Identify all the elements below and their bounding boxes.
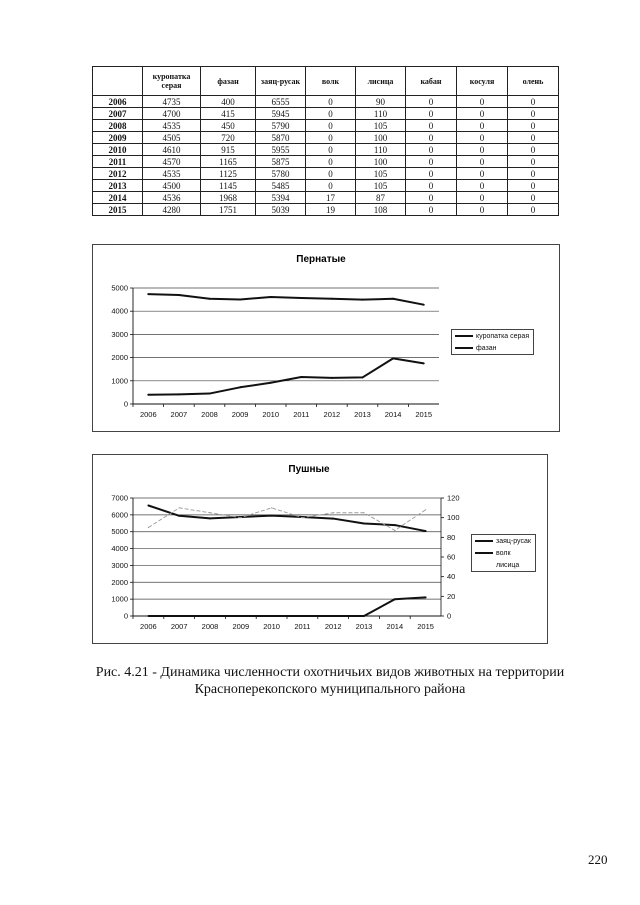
table-cell: 0: [457, 132, 508, 144]
table-cell: 0: [406, 120, 457, 132]
legend-item-wolf: [472, 547, 535, 559]
table-cell: 0: [306, 108, 356, 120]
series-0-point: [147, 505, 149, 507]
table-cell: 5870: [256, 132, 306, 144]
page-number: 220: [588, 852, 608, 867]
table-cell: 0: [457, 120, 508, 132]
legend-item-pheasant: [452, 342, 533, 354]
table-cell: 0: [508, 132, 559, 144]
table-row: [93, 204, 559, 216]
series-0-point: [423, 304, 425, 306]
y2-tick-label: 40: [447, 572, 456, 582]
series-2-point: [394, 530, 395, 531]
series-1-point: [423, 362, 425, 364]
table-cell: 100: [356, 132, 406, 144]
legend-line-icon: [475, 552, 493, 554]
chart-fur-legend: [471, 534, 536, 572]
table-year-cell: 2013: [93, 180, 143, 192]
table-cell: 0: [306, 132, 356, 144]
table-cell: 0: [406, 144, 457, 156]
table-year-cell: 2009: [93, 132, 143, 144]
legend-line-icon: [475, 540, 493, 542]
table-cell: 5875: [256, 156, 306, 168]
table-cell: 415: [201, 108, 256, 120]
table-cell: 0: [306, 180, 356, 192]
series-0-point: [332, 518, 334, 520]
x-tick-label: 2015: [417, 622, 434, 631]
series-0-point: [300, 297, 302, 299]
table-cell: 19: [306, 204, 356, 216]
table-cell: 4505: [143, 132, 201, 144]
table-header-cell: кабан: [406, 67, 457, 96]
table-cell: 0: [457, 144, 508, 156]
table-cell: 0: [406, 192, 457, 204]
table-cell: 90: [356, 96, 406, 108]
series-1-point: [209, 615, 211, 617]
chart-fur: [92, 454, 548, 644]
series-2-point: [148, 527, 149, 528]
table-cell: 4280: [143, 204, 201, 216]
table-header-cell: олень: [508, 67, 559, 96]
table-row: [93, 144, 559, 156]
series-1-point: [209, 393, 211, 395]
table-year-cell: 2014: [93, 192, 143, 204]
table-cell: 4700: [143, 108, 201, 120]
table-cell: 5790: [256, 120, 306, 132]
x-tick-label: 2014: [384, 410, 402, 419]
series-1-point: [331, 377, 333, 379]
table-header-cell: косуля: [457, 67, 508, 96]
table-cell: 105: [356, 168, 406, 180]
table-cell: 0: [306, 120, 356, 132]
x-tick-label: 2007: [170, 622, 188, 631]
table-cell: 0: [406, 108, 457, 120]
table-cell: 0: [508, 204, 559, 216]
series-0-point: [178, 294, 180, 296]
chart-birds-legend: [451, 329, 534, 355]
x-tick-label: 2012: [324, 622, 342, 631]
table-row: [93, 132, 559, 144]
legend-line-icon: [455, 335, 473, 337]
table-cell: 0: [306, 168, 356, 180]
table-cell: 87: [356, 192, 406, 204]
x-tick-label: 2013: [355, 622, 373, 631]
series-line-1: [148, 597, 425, 616]
table-cell: 4535: [143, 168, 201, 180]
table-cell: 0: [306, 156, 356, 168]
y-tick-label: 0: [123, 399, 128, 409]
y2-tick-label: 0: [447, 611, 452, 621]
table-cell: 0: [508, 108, 559, 120]
series-0-point: [425, 530, 427, 532]
series-2-point: [209, 512, 210, 513]
table-header-cell: заяц-русак: [256, 67, 306, 96]
table-year-cell: 2011: [93, 156, 143, 168]
x-tick-label: 2009: [232, 622, 250, 631]
table-year-cell: 2006: [93, 96, 143, 108]
series-line-0: [148, 506, 425, 532]
y2-tick-label: 80: [447, 532, 456, 542]
x-tick-label: 2012: [323, 410, 341, 419]
series-1-point: [147, 394, 149, 396]
y2-tick-label: 120: [447, 493, 460, 503]
table-year-cell: 2012: [93, 168, 143, 180]
y2-tick-label: 60: [447, 552, 456, 562]
table-cell: 5394: [256, 192, 306, 204]
series-0-point: [331, 298, 333, 300]
series-1-point: [240, 615, 242, 617]
series-1-point: [178, 615, 180, 617]
series-1-point: [178, 393, 180, 395]
population-table: [92, 66, 559, 216]
table-cell: 4500: [143, 180, 201, 192]
legend-label: заяц-русак: [496, 537, 531, 545]
series-0-point: [392, 298, 394, 300]
y-tick-label: 5000: [111, 527, 128, 537]
table-cell: 0: [508, 120, 559, 132]
series-line-2: [148, 508, 425, 531]
series-1-point: [301, 615, 303, 617]
y-tick-label: 7000: [111, 493, 128, 503]
chart-fur-title: Пушные: [288, 464, 330, 475]
table-cell: 400: [201, 96, 256, 108]
table-cell: 5955: [256, 144, 306, 156]
table-cell: 0: [457, 180, 508, 192]
x-tick-label: 2006: [139, 410, 157, 419]
table-cell: 0: [406, 132, 457, 144]
table-row: [93, 96, 559, 108]
y-tick-label: 3000: [111, 329, 128, 339]
table-cell: 4536: [143, 192, 201, 204]
x-tick-label: 2007: [170, 410, 188, 419]
caption-line-2: Красноперекопского муниципального района: [194, 682, 466, 697]
x-tick-label: 2010: [263, 622, 280, 631]
table-header-cell: куропатка серая: [143, 67, 201, 96]
legend-label: лисица: [496, 561, 520, 569]
series-1-point: [270, 382, 272, 384]
series-1-point: [425, 596, 427, 598]
legend-item-hare: [472, 535, 535, 547]
table-cell: 720: [201, 132, 256, 144]
legend-item-fox: [472, 559, 535, 571]
series-1-point: [271, 615, 273, 617]
table-cell: 5039: [256, 204, 306, 216]
chart-birds: [92, 244, 560, 432]
y-tick-label: 3000: [111, 560, 128, 570]
series-0-point: [239, 298, 241, 300]
series-1-point: [362, 376, 364, 378]
table-cell: 0: [406, 156, 457, 168]
x-tick-label: 2008: [201, 622, 219, 631]
table-cell: 0: [406, 180, 457, 192]
series-2-point: [179, 507, 180, 508]
y-tick-label: 6000: [111, 510, 128, 520]
table-cell: 0: [508, 96, 559, 108]
y-tick-label: 4000: [111, 306, 128, 316]
legend-item-partridge: [452, 330, 533, 342]
table-cell: 0: [457, 156, 508, 168]
x-tick-label: 2011: [294, 622, 311, 631]
series-0-point: [394, 524, 396, 526]
table-cell: 17: [306, 192, 356, 204]
table-row: [93, 168, 559, 180]
table-cell: 0: [457, 168, 508, 180]
y-tick-label: 1000: [111, 594, 128, 604]
table-cell: 4535: [143, 120, 201, 132]
y-tick-label: 5000: [111, 283, 128, 293]
table-cell: 1968: [201, 192, 256, 204]
table-cell: 0: [406, 204, 457, 216]
series-2-point: [240, 517, 241, 518]
series-line-1: [148, 358, 423, 394]
table-cell: 1751: [201, 204, 256, 216]
x-tick-label: 2015: [415, 410, 433, 419]
table-cell: 0: [457, 204, 508, 216]
caption-line-1: Рис. 4.21 - Динамика численности охотничьих видов животных на территории: [95, 665, 565, 680]
table-header-cell: фазан: [201, 67, 256, 96]
table-cell: 0: [508, 180, 559, 192]
table-cell: 108: [356, 204, 406, 216]
series-1-point: [239, 386, 241, 388]
series-1-point: [394, 598, 396, 600]
series-1-point: [300, 376, 302, 378]
table-cell: 100: [356, 156, 406, 168]
x-tick-label: 2009: [231, 410, 249, 419]
table-row: [93, 192, 559, 204]
table-cell: 0: [457, 108, 508, 120]
y-tick-label: 2000: [111, 577, 128, 587]
table-cell: 110: [356, 144, 406, 156]
figure-caption: [60, 664, 600, 698]
table-header-cell: волк: [306, 67, 356, 96]
series-line-0: [148, 294, 423, 305]
y-tick-label: 0: [123, 611, 128, 621]
table-cell: 0: [508, 144, 559, 156]
table-cell: 0: [508, 156, 559, 168]
series-1-point: [363, 615, 365, 617]
x-tick-label: 2010: [262, 410, 280, 419]
chart-birds-title: Пернатые: [296, 254, 346, 265]
table-cell: 105: [356, 120, 406, 132]
table-cell: 4735: [143, 96, 201, 108]
x-tick-label: 2014: [386, 622, 404, 631]
table-cell: 4570: [143, 156, 201, 168]
series-1-point: [392, 357, 394, 359]
table-year-cell: 2015: [93, 204, 143, 216]
series-0-point: [363, 523, 365, 525]
table-cell: 110: [356, 108, 406, 120]
series-1-point: [147, 615, 149, 617]
x-tick-label: 2013: [354, 410, 371, 419]
series-0-point: [270, 296, 272, 298]
table-year-cell: 2010: [93, 144, 143, 156]
legend-label: волк: [496, 549, 511, 557]
series-0-point: [362, 299, 364, 301]
x-tick-label: 2008: [201, 410, 218, 419]
table-cell: 0: [457, 192, 508, 204]
series-0-point: [209, 298, 211, 300]
y-tick-label: 4000: [111, 544, 128, 554]
y2-tick-label: 20: [447, 591, 456, 601]
series-2-point: [271, 507, 272, 508]
series-2-point: [302, 517, 303, 518]
table-cell: 0: [406, 168, 457, 180]
series-0-point: [271, 515, 273, 517]
table-cell: 5485: [256, 180, 306, 192]
legend-line-icon: [475, 565, 493, 566]
table-row: [93, 156, 559, 168]
x-tick-label: 2006: [140, 622, 157, 631]
series-0-point: [209, 517, 211, 519]
legend-label: фазан: [476, 344, 497, 352]
table-cell: 0: [508, 168, 559, 180]
series-2-point: [363, 512, 364, 513]
y2-tick-label: 100: [447, 513, 460, 523]
table-row: [93, 180, 559, 192]
legend-label: куропатка серая: [476, 332, 530, 340]
series-0-point: [147, 293, 149, 295]
table-cell: 0: [508, 192, 559, 204]
x-tick-label: 2011: [293, 410, 310, 419]
series-1-point: [332, 615, 334, 617]
table-header-corner: [93, 67, 143, 96]
table-row: [93, 120, 559, 132]
table-cell: 0: [457, 96, 508, 108]
table-cell: 0: [306, 96, 356, 108]
table-cell: 5945: [256, 108, 306, 120]
table-cell: 450: [201, 120, 256, 132]
table-cell: 1145: [201, 180, 256, 192]
series-0-point: [178, 515, 180, 517]
legend-line-icon: [455, 347, 473, 349]
table-cell: 1165: [201, 156, 256, 168]
table-cell: 6555: [256, 96, 306, 108]
table-year-cell: 2008: [93, 120, 143, 132]
table-cell: 105: [356, 180, 406, 192]
table-cell: 0: [306, 144, 356, 156]
table-header-cell: лисица: [356, 67, 406, 96]
table-cell: 1125: [201, 168, 256, 180]
table-cell: 915: [201, 144, 256, 156]
series-2-point: [425, 509, 426, 510]
table-cell: 0: [406, 96, 457, 108]
table-cell: 5780: [256, 168, 306, 180]
table-year-cell: 2007: [93, 108, 143, 120]
table-cell: 4610: [143, 144, 201, 156]
y-tick-label: 2000: [111, 353, 128, 363]
table-row: [93, 108, 559, 120]
series-2-point: [333, 512, 334, 513]
y-tick-label: 1000: [111, 376, 128, 386]
